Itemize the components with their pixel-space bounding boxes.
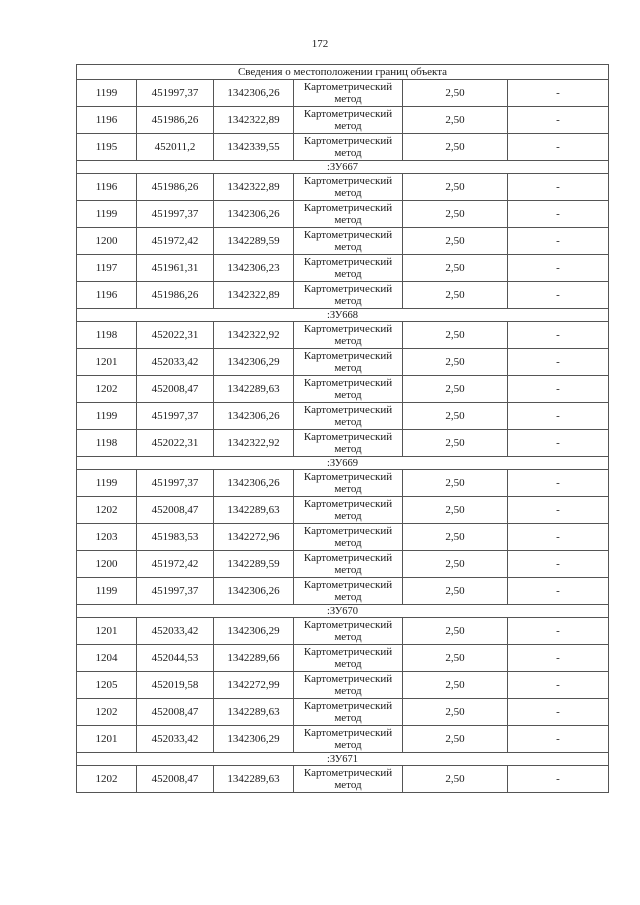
point-number-cell: 1199 [77, 470, 137, 497]
method-cell: Картометрический метод [294, 376, 403, 403]
x-coordinate-cell: 451961,31 [137, 255, 214, 282]
table-row [77, 726, 609, 753]
method-cell: Картометрический метод [294, 282, 403, 309]
table-row [77, 524, 609, 551]
y-coordinate-cell: 1342339,55 [214, 134, 294, 161]
description-cell: - [508, 80, 609, 107]
accuracy-cell: 2,50 [403, 322, 508, 349]
method-cell: Картометрический метод [294, 322, 403, 349]
method-cell: Картометрический метод [294, 403, 403, 430]
method-cell: Картометрический метод [294, 349, 403, 376]
method-cell: Картометрический метод [294, 618, 403, 645]
x-coordinate-cell: 452008,47 [137, 699, 214, 726]
method-cell: Картометрический метод [294, 134, 403, 161]
table-header: Сведения о местоположении границ объекта [77, 65, 609, 80]
y-coordinate-cell: 1342306,26 [214, 201, 294, 228]
table-row [77, 645, 609, 672]
accuracy-cell: 2,50 [403, 255, 508, 282]
y-coordinate-cell: 1342306,29 [214, 618, 294, 645]
table-body [77, 65, 609, 793]
y-coordinate-cell: 1342306,26 [214, 578, 294, 605]
table-row [77, 497, 609, 524]
accuracy-cell: 2,50 [403, 551, 508, 578]
group-label-row [77, 457, 609, 470]
y-coordinate-cell: 1342306,29 [214, 349, 294, 376]
point-number-cell: 1198 [77, 430, 137, 457]
group-label: :ЗУ669 [77, 457, 609, 470]
method-cell: Картометрический метод [294, 524, 403, 551]
group-label-row [77, 605, 609, 618]
method-cell: Картометрический метод [294, 497, 403, 524]
x-coordinate-cell: 451997,37 [137, 80, 214, 107]
x-coordinate-cell: 452008,47 [137, 497, 214, 524]
table-row [77, 430, 609, 457]
table-row [77, 618, 609, 645]
point-number-cell: 1202 [77, 766, 137, 793]
description-cell: - [508, 551, 609, 578]
method-cell: Картометрический метод [294, 699, 403, 726]
y-coordinate-cell: 1342322,92 [214, 430, 294, 457]
accuracy-cell: 2,50 [403, 403, 508, 430]
point-number-cell: 1196 [77, 282, 137, 309]
method-cell: Картометрический метод [294, 430, 403, 457]
point-number-cell: 1199 [77, 80, 137, 107]
accuracy-cell: 2,50 [403, 282, 508, 309]
accuracy-cell: 2,50 [403, 699, 508, 726]
description-cell: - [508, 107, 609, 134]
y-coordinate-cell: 1342289,63 [214, 766, 294, 793]
x-coordinate-cell: 452033,42 [137, 618, 214, 645]
description-cell: - [508, 726, 609, 753]
y-coordinate-cell: 1342289,63 [214, 497, 294, 524]
description-cell: - [508, 228, 609, 255]
description-cell: - [508, 201, 609, 228]
table-row [77, 376, 609, 403]
point-number-cell: 1197 [77, 255, 137, 282]
point-number-cell: 1196 [77, 174, 137, 201]
accuracy-cell: 2,50 [403, 672, 508, 699]
description-cell: - [508, 672, 609, 699]
accuracy-cell: 2,50 [403, 349, 508, 376]
accuracy-cell: 2,50 [403, 618, 508, 645]
x-coordinate-cell: 452044,53 [137, 645, 214, 672]
table-row [77, 578, 609, 605]
table-row [77, 699, 609, 726]
point-number-cell: 1201 [77, 726, 137, 753]
x-coordinate-cell: 451972,42 [137, 228, 214, 255]
description-cell: - [508, 174, 609, 201]
accuracy-cell: 2,50 [403, 134, 508, 161]
x-coordinate-cell: 451997,37 [137, 201, 214, 228]
x-coordinate-cell: 451972,42 [137, 551, 214, 578]
point-number-cell: 1200 [77, 228, 137, 255]
group-label-row [77, 161, 609, 174]
y-coordinate-cell: 1342289,59 [214, 228, 294, 255]
y-coordinate-cell: 1342272,99 [214, 672, 294, 699]
description-cell: - [508, 349, 609, 376]
group-label: :ЗУ670 [77, 605, 609, 618]
x-coordinate-cell: 451983,53 [137, 524, 214, 551]
description-cell: - [508, 282, 609, 309]
table-row [77, 255, 609, 282]
table-row [77, 349, 609, 376]
description-cell: - [508, 699, 609, 726]
point-number-cell: 1201 [77, 618, 137, 645]
description-cell: - [508, 322, 609, 349]
group-label: :ЗУ668 [77, 309, 609, 322]
method-cell: Картометрический метод [294, 672, 403, 699]
point-number-cell: 1203 [77, 524, 137, 551]
method-cell: Картометрический метод [294, 255, 403, 282]
point-number-cell: 1199 [77, 578, 137, 605]
table-row [77, 470, 609, 497]
table-row [77, 403, 609, 430]
y-coordinate-cell: 1342306,26 [214, 403, 294, 430]
x-coordinate-cell: 451997,37 [137, 403, 214, 430]
method-cell: Картометрический метод [294, 766, 403, 793]
method-cell: Картометрический метод [294, 174, 403, 201]
method-cell: Картометрический метод [294, 551, 403, 578]
description-cell: - [508, 134, 609, 161]
accuracy-cell: 2,50 [403, 766, 508, 793]
x-coordinate-cell: 452022,31 [137, 322, 214, 349]
accuracy-cell: 2,50 [403, 201, 508, 228]
table-row [77, 672, 609, 699]
accuracy-cell: 2,50 [403, 80, 508, 107]
accuracy-cell: 2,50 [403, 497, 508, 524]
accuracy-cell: 2,50 [403, 726, 508, 753]
table-row [77, 551, 609, 578]
y-coordinate-cell: 1342306,23 [214, 255, 294, 282]
point-number-cell: 1200 [77, 551, 137, 578]
x-coordinate-cell: 452008,47 [137, 766, 214, 793]
method-cell: Картометрический метод [294, 726, 403, 753]
accuracy-cell: 2,50 [403, 107, 508, 134]
table-row [77, 107, 609, 134]
description-cell: - [508, 470, 609, 497]
y-coordinate-cell: 1342306,26 [214, 80, 294, 107]
point-number-cell: 1202 [77, 497, 137, 524]
point-number-cell: 1201 [77, 349, 137, 376]
table-row [77, 766, 609, 793]
description-cell: - [508, 430, 609, 457]
point-number-cell: 1205 [77, 672, 137, 699]
y-coordinate-cell: 1342272,96 [214, 524, 294, 551]
y-coordinate-cell: 1342289,59 [214, 551, 294, 578]
x-coordinate-cell: 452033,42 [137, 726, 214, 753]
y-coordinate-cell: 1342289,63 [214, 699, 294, 726]
accuracy-cell: 2,50 [403, 524, 508, 551]
x-coordinate-cell: 452011,2 [137, 134, 214, 161]
description-cell: - [508, 497, 609, 524]
y-coordinate-cell: 1342306,26 [214, 470, 294, 497]
group-label-row [77, 309, 609, 322]
x-coordinate-cell: 451997,37 [137, 470, 214, 497]
x-coordinate-cell: 452022,31 [137, 430, 214, 457]
table-row [77, 80, 609, 107]
x-coordinate-cell: 452008,47 [137, 376, 214, 403]
table-row [77, 134, 609, 161]
description-cell: - [508, 255, 609, 282]
y-coordinate-cell: 1342322,92 [214, 322, 294, 349]
method-cell: Картометрический метод [294, 80, 403, 107]
y-coordinate-cell: 1342322,89 [214, 174, 294, 201]
point-number-cell: 1195 [77, 134, 137, 161]
point-number-cell: 1199 [77, 403, 137, 430]
x-coordinate-cell: 451986,26 [137, 107, 214, 134]
y-coordinate-cell: 1342289,63 [214, 376, 294, 403]
description-cell: - [508, 645, 609, 672]
table-row [77, 322, 609, 349]
description-cell: - [508, 376, 609, 403]
method-cell: Картометрический метод [294, 470, 403, 497]
table-header-row [77, 65, 609, 80]
description-cell: - [508, 524, 609, 551]
page-number: 172 [311, 38, 329, 50]
y-coordinate-cell: 1342322,89 [214, 107, 294, 134]
accuracy-cell: 2,50 [403, 174, 508, 201]
table-row [77, 174, 609, 201]
x-coordinate-cell: 451997,37 [137, 578, 214, 605]
accuracy-cell: 2,50 [403, 376, 508, 403]
group-label-row [77, 753, 609, 766]
method-cell: Картометрический метод [294, 107, 403, 134]
y-coordinate-cell: 1342306,29 [214, 726, 294, 753]
point-number-cell: 1198 [77, 322, 137, 349]
boundary-coordinates-table [76, 64, 609, 793]
accuracy-cell: 2,50 [403, 645, 508, 672]
y-coordinate-cell: 1342322,89 [214, 282, 294, 309]
accuracy-cell: 2,50 [403, 228, 508, 255]
table-row [77, 228, 609, 255]
accuracy-cell: 2,50 [403, 470, 508, 497]
method-cell: Картометрический метод [294, 201, 403, 228]
description-cell: - [508, 618, 609, 645]
x-coordinate-cell: 451986,26 [137, 174, 214, 201]
table-row [77, 201, 609, 228]
table-row [77, 282, 609, 309]
group-label: :ЗУ667 [77, 161, 609, 174]
point-number-cell: 1202 [77, 699, 137, 726]
method-cell: Картометрический метод [294, 228, 403, 255]
method-cell: Картометрический метод [294, 645, 403, 672]
description-cell: - [508, 578, 609, 605]
x-coordinate-cell: 452019,58 [137, 672, 214, 699]
point-number-cell: 1199 [77, 201, 137, 228]
y-coordinate-cell: 1342289,66 [214, 645, 294, 672]
point-number-cell: 1196 [77, 107, 137, 134]
method-cell: Картометрический метод [294, 578, 403, 605]
description-cell: - [508, 403, 609, 430]
accuracy-cell: 2,50 [403, 430, 508, 457]
description-cell: - [508, 766, 609, 793]
x-coordinate-cell: 452033,42 [137, 349, 214, 376]
group-label: :ЗУ671 [77, 753, 609, 766]
point-number-cell: 1202 [77, 376, 137, 403]
x-coordinate-cell: 451986,26 [137, 282, 214, 309]
point-number-cell: 1204 [77, 645, 137, 672]
accuracy-cell: 2,50 [403, 578, 508, 605]
